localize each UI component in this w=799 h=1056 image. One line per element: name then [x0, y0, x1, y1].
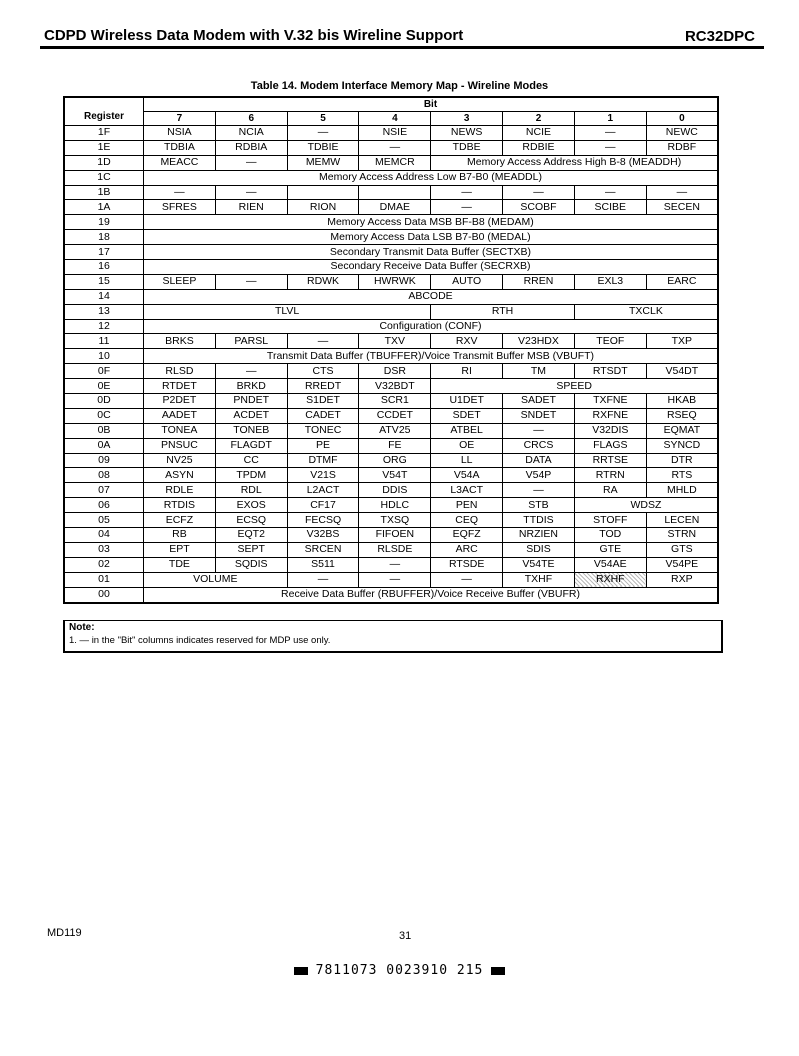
- memory-map-body: [64, 126, 718, 603]
- table-row: [64, 364, 718, 379]
- bit-field-cell: NRZIEN: [503, 528, 575, 543]
- bit-field-cell: HKAB: [646, 394, 718, 409]
- register-address: 0B: [64, 423, 144, 438]
- bit-field-cell: GTE: [574, 542, 646, 557]
- table-row: [64, 319, 718, 334]
- register-column-header: [64, 97, 144, 126]
- bit-field-cell: RDWK: [287, 274, 359, 289]
- bit-field-cell: PNDET: [215, 394, 287, 409]
- bit-field-cell: CC: [215, 453, 287, 468]
- bit-field-cell: TONEC: [287, 423, 359, 438]
- bit-field-cell: Transmit Data Buffer (TBUFFER)/Voice Transmit Buffer MSB (VBUFT): [144, 349, 719, 364]
- bit-field-cell: BRKD: [215, 379, 287, 394]
- bit-field-cell: Memory Access Data LSB B7-B0 (MEDAL): [144, 230, 719, 245]
- bit-field-cell: RXV: [431, 334, 503, 349]
- bit-field-cell: S1DET: [287, 394, 359, 409]
- bit-field-cell: V54PE: [646, 557, 718, 572]
- bit-field-cell: DTR: [646, 453, 718, 468]
- bit-field-cell: EARC: [646, 274, 718, 289]
- bit-field-cell: ATV25: [359, 423, 431, 438]
- bit-field-cell: RTSDT: [574, 364, 646, 379]
- bit-field-cell: RION: [287, 200, 359, 215]
- bit-field-cell: SQDIS: [215, 557, 287, 572]
- bit-field-cell: TTDIS: [503, 513, 575, 528]
- bit-field-cell: SCOBF: [503, 200, 575, 215]
- bit-field-cell: —: [287, 334, 359, 349]
- table-row: [64, 140, 718, 155]
- bit-field-cell: VOLUME: [144, 572, 288, 587]
- bit-field-cell: GTS: [646, 542, 718, 557]
- bit-field-cell: —: [503, 483, 575, 498]
- bit-field-cell: AUTO: [431, 274, 503, 289]
- bit-field-cell: TXHF: [503, 572, 575, 587]
- bit-field-cell: ASYN: [144, 468, 216, 483]
- bit-field-cell: STB: [503, 498, 575, 513]
- bit-field-cell: PARSL: [215, 334, 287, 349]
- table-row: [64, 200, 718, 215]
- bit-field-cell: TEOF: [574, 334, 646, 349]
- bit-field-cell: V54DT: [646, 364, 718, 379]
- bit-field-cell: RDLE: [144, 483, 216, 498]
- bit-field-cell: DATA: [503, 453, 575, 468]
- register-address: 17: [64, 245, 144, 260]
- bit-field-cell: CADET: [287, 408, 359, 423]
- bit-field-cell: HDLC: [359, 498, 431, 513]
- table-row: [64, 587, 718, 602]
- bit-field-cell: RLSD: [144, 364, 216, 379]
- table-row: [64, 379, 718, 394]
- register-address: 07: [64, 483, 144, 498]
- bit-field-cell: —: [359, 557, 431, 572]
- table-caption: Table 14. Modem Interface Memory Map - Wireline Modes: [250, 80, 549, 92]
- bit-field-cell: V54AE: [574, 557, 646, 572]
- bit-number-header: 1: [574, 112, 646, 126]
- document-header-title: CDPD Wireless Data Modem with V.32 bis Wireline Support: [44, 27, 464, 44]
- bit-field-cell: DDIS: [359, 483, 431, 498]
- bit-field-cell: ECSQ: [215, 513, 287, 528]
- bit-field-cell: —: [431, 185, 503, 200]
- bit-field-cell: TDE: [144, 557, 216, 572]
- register-address: 03: [64, 542, 144, 557]
- bit-field-cell: LECEN: [646, 513, 718, 528]
- bit-field-cell: —: [287, 126, 359, 141]
- bit-field-cell: EQT2: [215, 528, 287, 543]
- bit-number-header: 7: [144, 112, 216, 126]
- bit-field-cell: Secondary Transmit Data Buffer (SECTXB): [144, 245, 719, 260]
- bit-field-cell: —: [215, 185, 287, 200]
- barcode-block-right: [491, 967, 505, 975]
- bit-field-cell: Secondary Receive Data Buffer (SECRXB): [144, 260, 719, 275]
- bit-field-cell: TPDM: [215, 468, 287, 483]
- note-block: [63, 620, 723, 653]
- bit-number-header: 3: [431, 112, 503, 126]
- bit-field-cell: RIEN: [215, 200, 287, 215]
- bit-field-cell: V32DIS: [574, 423, 646, 438]
- bit-field-cell: RTS: [646, 468, 718, 483]
- bit-number-header: 0: [646, 112, 718, 126]
- footer-doc-id: MD119: [47, 927, 82, 939]
- bit-field-cell: RXFNE: [574, 408, 646, 423]
- register-address: 16: [64, 260, 144, 275]
- bit-field-cell: RLSDE: [359, 542, 431, 557]
- table-row: [64, 170, 718, 185]
- bit-field-cell: RXHF: [574, 572, 646, 587]
- register-address: 0F: [64, 364, 144, 379]
- bit-field-cell: TXCLK: [574, 304, 718, 319]
- table-row: [64, 260, 718, 275]
- bit-field-cell: —: [646, 185, 718, 200]
- table-row: [64, 438, 718, 453]
- bit-field-cell: EPT: [144, 542, 216, 557]
- bit-field-cell: MEMCR: [359, 155, 431, 170]
- register-address: 13: [64, 304, 144, 319]
- bit-field-cell: —: [574, 140, 646, 155]
- table-row: [64, 334, 718, 349]
- register-address: 00: [64, 587, 144, 602]
- register-header-label: Register: [83, 111, 124, 122]
- bit-field-cell: Memory Access Data MSB BF-B8 (MEDAM): [144, 215, 719, 230]
- bit-field-cell: —: [287, 572, 359, 587]
- bit-field-cell: V23HDX: [503, 334, 575, 349]
- bit-field-cell: WDSZ: [574, 498, 718, 513]
- bit-field-cell: ARC: [431, 542, 503, 557]
- bit-field-cell: NEWC: [646, 126, 718, 141]
- bit-field-cell: LL: [431, 453, 503, 468]
- bit-field-cell: TOD: [574, 528, 646, 543]
- table-row: [64, 483, 718, 498]
- bit-field-cell: TXFNE: [574, 394, 646, 409]
- register-address: 08: [64, 468, 144, 483]
- bit-field-cell: Memory Access Address High B-8 (MEADDH): [431, 155, 718, 170]
- register-address: 1A: [64, 200, 144, 215]
- bit-field-cell: OE: [431, 438, 503, 453]
- register-address: 1E: [64, 140, 144, 155]
- bit-field-cell: RTDIS: [144, 498, 216, 513]
- bit-field-cell: V54TE: [503, 557, 575, 572]
- bit-field-cell: TXSQ: [359, 513, 431, 528]
- bit-field-cell: —: [359, 572, 431, 587]
- bit-field-cell: TDBE: [431, 140, 503, 155]
- bit-field-cell: TXV: [359, 334, 431, 349]
- bit-field-cell: —: [574, 185, 646, 200]
- barcode-block-left: [294, 967, 308, 975]
- bit-field-cell: NCIA: [215, 126, 287, 141]
- note-text: 1. — in the "Bit" columns indicates reserved for MDP use only.: [69, 635, 331, 646]
- bit-field-cell: TXP: [646, 334, 718, 349]
- bit-field-cell: MEACC: [144, 155, 216, 170]
- bit-number-header: 2: [503, 112, 575, 126]
- register-address: 1D: [64, 155, 144, 170]
- bit-field-cell: PEN: [431, 498, 503, 513]
- bit-number-header: 5: [287, 112, 359, 126]
- register-address: 1C: [64, 170, 144, 185]
- bit-field-cell: RI: [431, 364, 503, 379]
- bit-field-cell: AADET: [144, 408, 216, 423]
- bit-field-cell: P2DET: [144, 394, 216, 409]
- bit-field-cell: RDL: [215, 483, 287, 498]
- bit-field-cell: SECEN: [646, 200, 718, 215]
- bit-field-cell: CEQ: [431, 513, 503, 528]
- bit-field-cell: SCIBE: [574, 200, 646, 215]
- bit-field-cell: RDBIA: [215, 140, 287, 155]
- note-title: Note:: [69, 622, 95, 633]
- table-row: [64, 468, 718, 483]
- bit-field-cell: U1DET: [431, 394, 503, 409]
- table-row: [64, 274, 718, 289]
- bit-field-cell: NCIE: [503, 126, 575, 141]
- bit-field-cell: V54P: [503, 468, 575, 483]
- bit-field-cell: RB: [144, 528, 216, 543]
- bit-field-cell: S511: [287, 557, 359, 572]
- bit-field-cell: CRCS: [503, 438, 575, 453]
- bit-field-cell: PNSUC: [144, 438, 216, 453]
- bit-field-cell: —: [503, 185, 575, 200]
- header-rule: [40, 46, 764, 49]
- register-address: 12: [64, 319, 144, 334]
- bit-field-cell: TONEB: [215, 423, 287, 438]
- register-address: 14: [64, 289, 144, 304]
- bit-field-cell: STRN: [646, 528, 718, 543]
- bit-field-cell: DMAE: [359, 200, 431, 215]
- bit-field-cell: FECSQ: [287, 513, 359, 528]
- bit-field-cell: TDBIE: [287, 140, 359, 155]
- bit-field-cell: —: [574, 126, 646, 141]
- register-address: 01: [64, 572, 144, 587]
- register-address: 1B: [64, 185, 144, 200]
- register-address: 19: [64, 215, 144, 230]
- bit-field-cell: TDBIA: [144, 140, 216, 155]
- bit-field-cell: DTMF: [287, 453, 359, 468]
- bit-field-cell: ACDET: [215, 408, 287, 423]
- bit-field-cell: SEPT: [215, 542, 287, 557]
- bit-field-cell: STOFF: [574, 513, 646, 528]
- bit-field-cell: TLVL: [144, 304, 431, 319]
- bit-field-cell: FE: [359, 438, 431, 453]
- register-address: 0C: [64, 408, 144, 423]
- bit-field-cell: DSR: [359, 364, 431, 379]
- table-row: [64, 185, 718, 200]
- bit-field-cell: —: [431, 572, 503, 587]
- register-address: 05: [64, 513, 144, 528]
- register-address: 09: [64, 453, 144, 468]
- table-row: [64, 572, 718, 587]
- bit-number-row: [64, 112, 718, 126]
- register-address: 02: [64, 557, 144, 572]
- table-row: [64, 230, 718, 245]
- bit-field-cell: Configuration (CONF): [144, 319, 719, 334]
- table-row: [64, 423, 718, 438]
- bit-field-cell: SPEED: [431, 379, 718, 394]
- bit-field-cell: MHLD: [646, 483, 718, 498]
- table-row: [64, 394, 718, 409]
- bit-field-cell: TONEA: [144, 423, 216, 438]
- bit-field-cell: SFRES: [144, 200, 216, 215]
- bit-field-cell: EQMAT: [646, 423, 718, 438]
- bit-field-cell: SRCEN: [287, 542, 359, 557]
- bit-field-cell: FLAGDT: [215, 438, 287, 453]
- table-row: [64, 245, 718, 260]
- bit-field-cell: SYNCD: [646, 438, 718, 453]
- table-row: [64, 453, 718, 468]
- barcode-line: [0, 963, 799, 978]
- table-row: [64, 349, 718, 364]
- bit-field-cell: EQFZ: [431, 528, 503, 543]
- bit-field-cell: CTS: [287, 364, 359, 379]
- bit-field-cell: FLAGS: [574, 438, 646, 453]
- bit-field-cell: Receive Data Buffer (RBUFFER)/Voice Receive Buffer (VBUFR): [144, 587, 719, 602]
- register-address: 04: [64, 528, 144, 543]
- bit-field-cell: V21S: [287, 468, 359, 483]
- table-row: [64, 498, 718, 513]
- bit-field-cell: SLEEP: [144, 274, 216, 289]
- bit-field-cell: CCDET: [359, 408, 431, 423]
- bit-field-cell: ABCODE: [144, 289, 719, 304]
- bit-field-cell: CF17: [287, 498, 359, 513]
- barcode-text: 7811073 0023910 215: [315, 963, 484, 978]
- bit-field-cell: L3ACT: [431, 483, 503, 498]
- bit-field-cell: NSIE: [359, 126, 431, 141]
- bit-field-cell: V54T: [359, 468, 431, 483]
- table-row: [64, 513, 718, 528]
- bit-field-cell: RDBF: [646, 140, 718, 155]
- memory-map-table: [63, 96, 719, 604]
- table-row: [64, 215, 718, 230]
- bit-field-cell: RTSDE: [431, 557, 503, 572]
- register-address: 15: [64, 274, 144, 289]
- bit-number-header: 4: [359, 112, 431, 126]
- bit-field-cell: PE: [287, 438, 359, 453]
- bit-field-cell: SDIS: [503, 542, 575, 557]
- register-address: 0A: [64, 438, 144, 453]
- table-row: [64, 155, 718, 170]
- bit-field-cell: —: [431, 200, 503, 215]
- bit-field-cell: MEMW: [287, 155, 359, 170]
- bit-field-cell: —: [215, 155, 287, 170]
- bit-field-cell: V54A: [431, 468, 503, 483]
- bit-field-cell: SADET: [503, 394, 575, 409]
- bit-field-cell: RRTSE: [574, 453, 646, 468]
- document-header-code: RC32DPC: [684, 28, 755, 45]
- bit-field-cell: SNDET: [503, 408, 575, 423]
- table-row: [64, 542, 718, 557]
- register-address: 06: [64, 498, 144, 513]
- bit-field-cell: BRKS: [144, 334, 216, 349]
- table-row: [64, 126, 718, 141]
- bit-field-cell: RXP: [646, 572, 718, 587]
- bit-field-cell: EXL3: [574, 274, 646, 289]
- bit-field-cell: V32BS: [287, 528, 359, 543]
- table-row: [64, 408, 718, 423]
- register-address: 18: [64, 230, 144, 245]
- table-row: [64, 557, 718, 572]
- bit-field-cell: —: [144, 185, 216, 200]
- bit-number-header: 6: [215, 112, 287, 126]
- bit-field-cell: EXOS: [215, 498, 287, 513]
- table-row: [64, 528, 718, 543]
- bit-field-cell: V32BDT: [359, 379, 431, 394]
- register-address: 11: [64, 334, 144, 349]
- bit-field-cell: Memory Access Address Low B7-B0 (MEADDL): [144, 170, 719, 185]
- bit-field-cell: [287, 185, 359, 200]
- register-address: 0D: [64, 394, 144, 409]
- bit-field-cell: NSIA: [144, 126, 216, 141]
- bit-field-cell: TM: [503, 364, 575, 379]
- bit-field-cell: RA: [574, 483, 646, 498]
- footer-page-number: 31: [399, 930, 412, 942]
- bit-field-cell: RSEQ: [646, 408, 718, 423]
- bit-group-header: Bit: [144, 97, 719, 112]
- register-address: 10: [64, 349, 144, 364]
- register-address: 1F: [64, 126, 144, 141]
- bit-field-cell: ORG: [359, 453, 431, 468]
- bit-field-cell: RTDET: [144, 379, 216, 394]
- bit-field-cell: —: [215, 364, 287, 379]
- bit-field-cell: ECFZ: [144, 513, 216, 528]
- bit-field-cell: SCR1: [359, 394, 431, 409]
- bit-field-cell: SDET: [431, 408, 503, 423]
- bit-field-cell: —: [215, 274, 287, 289]
- bit-field-cell: RTRN: [574, 468, 646, 483]
- bit-field-cell: L2ACT: [287, 483, 359, 498]
- table-row: [64, 289, 718, 304]
- bit-field-cell: ATBEL: [431, 423, 503, 438]
- bit-field-cell: NEWS: [431, 126, 503, 141]
- bit-field-cell: HWRWK: [359, 274, 431, 289]
- table-row: [64, 304, 718, 319]
- bit-field-cell: —: [503, 423, 575, 438]
- bit-field-cell: RREDT: [287, 379, 359, 394]
- register-address: 0E: [64, 379, 144, 394]
- bit-field-cell: RREN: [503, 274, 575, 289]
- bit-field-cell: RDBIE: [503, 140, 575, 155]
- bit-field-cell: —: [359, 140, 431, 155]
- bit-field-cell: [359, 185, 431, 200]
- bit-field-cell: NV25: [144, 453, 216, 468]
- bit-field-cell: FIFOEN: [359, 528, 431, 543]
- bit-field-cell: RTH: [431, 304, 575, 319]
